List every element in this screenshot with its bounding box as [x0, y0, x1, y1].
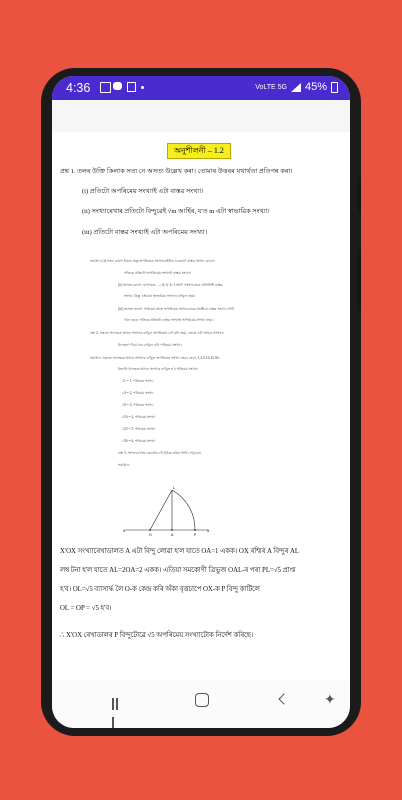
network-label: VoLTE 5G — [255, 83, 287, 91]
answer-1-i: সমাধান: (i) সত্য। কাৰণ বিয়াৰ অন্তু অপৰিমেয় সংখ্যাকেইটাৰ একেলগ বাস্তৱ সংখ্যা বোলে। — [90, 259, 215, 263]
svg-text:X: X — [207, 529, 210, 533]
document-page[interactable] — [52, 132, 350, 680]
number-line-diagram — [122, 472, 212, 538]
answer-2-2: ইত্যাদি ধনাত্মক অখণ্ড সংখ্যাৰ বৰ্গমূল হ'ব পৰিমেয় সংখ্যা। — [118, 367, 199, 371]
answer-3-label: সমাধান: — [118, 463, 130, 467]
question-1: প্রশ্ন 1. তলৰ উক্তি কিলাক সত্য নে অসত্য উল্লেখ কৰা। তোমাৰ উত্তৰৰ যথাৰ্থতা প্ৰতিপন্ন কৰা। — [60, 168, 293, 175]
paragraph-line: OL = OP = √5 হ'ব। — [60, 605, 112, 612]
toolbar-area — [52, 100, 350, 132]
root-line: √16 = 4, পৰিমেয় সংখ্যা — [122, 415, 156, 419]
answer-1-iii: (iii) অসত্য কাৰণ: পৰিমেয় আৰু অপৰিমেয় সংখ্যাবোৰৰ সমষ্টিয়ে বাস্তৱ সংখ্যা গোটা — [118, 307, 235, 311]
screen — [52, 76, 350, 728]
gallery-icon — [100, 82, 111, 93]
question-3: প্ৰশ্ন 3. সংখ্যাৰেখাত কেনেকৈ √5 সূচিত কৰিব পাৰি দেখুওৱা। — [118, 451, 202, 455]
status-bar — [52, 76, 350, 100]
app-notification-icon — [127, 82, 136, 92]
svg-text:L: L — [173, 486, 175, 490]
signal-icon — [291, 83, 301, 92]
root-line: √36 = 6, পৰিমেয় সংখ্যা — [122, 439, 156, 443]
home-button[interactable] — [195, 693, 209, 707]
answer-1-ii-2: সংখ্যা, কিন্তু এইবোৰ স্বাভাৱিক সংখ্যাৰ বৰ্গমূল নহয়। — [124, 294, 196, 298]
battery-percent: 45% — [304, 81, 327, 93]
question-2-2: উদাহৰণ দিয়া যাৰ বৰ্গমূল এটা পৰিমেয় সংখ্যা। — [118, 343, 182, 347]
battery-icon — [331, 82, 338, 93]
phone-side-button — [358, 178, 361, 212]
root-line: √1 = 1, পৰিমেয় সংখ্যা — [122, 379, 154, 383]
status-right — [255, 81, 338, 93]
dot-icon — [141, 86, 144, 89]
answer-1-i-2: গতিকে প্ৰতিটো অপৰিমেয় সংখ্যাই বাস্তৱ সংখ্যা। — [124, 271, 192, 275]
question-1-ii: (ii) সংখ্যাৰেখাৰ প্ৰতিটো বিন্দুৱেই √m আৰ্হিৰ, য'ত m এটা স্বাভাৱিক সংখ্যা। — [82, 208, 270, 215]
paragraph-line: ∴ X'OX ৰেখাডালৰ P বিন্দুটোৱে √5 অপৰিমেয় সংখ্যাটোক নিৰ্দেশ কৰিছে। — [60, 632, 254, 639]
paragraph-line: হ'ব। OL=√5 ব্যাসাৰ্দ্ধ লৈ O-ক কেন্দ্ৰ কৰি অঁকা বৃত্তচাপে OX-ক P বিন্দু কাটিলে — [60, 586, 260, 593]
root-line: √25 = 5, পৰিমেয় সংখ্যা — [122, 427, 156, 431]
message-icon — [113, 82, 122, 90]
svg-text:A: A — [171, 533, 174, 537]
svg-text:O: O — [149, 533, 152, 537]
answer-1-ii: (ii) অসত্য কাৰণ: ঋণাত্মক ....,-4,-3,-2,-1 আদি সংখ্যাবোৰে প্ৰতিনিধি বাস্তৱ — [118, 283, 223, 287]
phone-side-button — [358, 250, 361, 310]
question-2: প্ৰশ্ন 2. সকলো ধনাত্মক অখণ্ড সংখ্যাৰ বৰ্গমূল অপৰিমেয় নে? যদি নহয়, তেন্তে এটা অখণ্ড সংখ্যাৰ — [90, 331, 224, 335]
navigation-bar — [52, 680, 350, 728]
question-1-iii: (iii) প্ৰতিটো বাস্তৱ সংখ্যাই এটা অপৰিমেয় সংখ্যা। — [82, 229, 208, 236]
root-line: √4 = 2, পৰিমেয় সংখ্যা — [122, 391, 154, 395]
back-button[interactable] — [278, 693, 289, 704]
paragraph-line: লম্ব টনা হ'ল যাতে AL=2OA=2 একক। এতিয়া সমকোণী ত্ৰিভুজ OAL-ৰ পৰা PL=√5 প্ৰাপ্ত — [60, 567, 296, 574]
recent-apps-button[interactable] — [112, 695, 122, 707]
accessibility-icon[interactable]: ✦ — [324, 692, 336, 708]
svg-text:X': X' — [123, 529, 127, 533]
status-time: 4:36 — [66, 81, 91, 95]
svg-text:P: P — [194, 533, 197, 537]
exercise-title: অনুশীলনী – 1.2 — [167, 143, 231, 159]
answer-1-iii-2: গঠন কৰে। গতিকে প্ৰতিটো বাস্তৱ সংখ্যাই অপৰিমেয় সংখ্যা নহয়। — [124, 318, 214, 322]
question-1-i: (i) প্ৰতিটো অপৰিমেয় সংখ্যাই এটা বাস্তৱ সংখ্যা। — [82, 188, 204, 195]
paragraph-line: X'OX সংখ্যাৰেখাডালত A এটা বিন্দু লোৱা হ'ল যাতে OA=1 একক। OX ৰশ্মিৰ A বিন্দুৰ AL — [60, 548, 300, 555]
answer-2: সমাধান: সকলো ধনাত্মক অখণ্ড সংখ্যাৰ বৰ্গমূল অপৰিমেয় সংখ্যা নহয়। যেনে, 1,4,9,16,25,36... — [90, 356, 222, 360]
root-line: √9 = 3, পৰিমেয় সংখ্যা — [122, 403, 154, 407]
